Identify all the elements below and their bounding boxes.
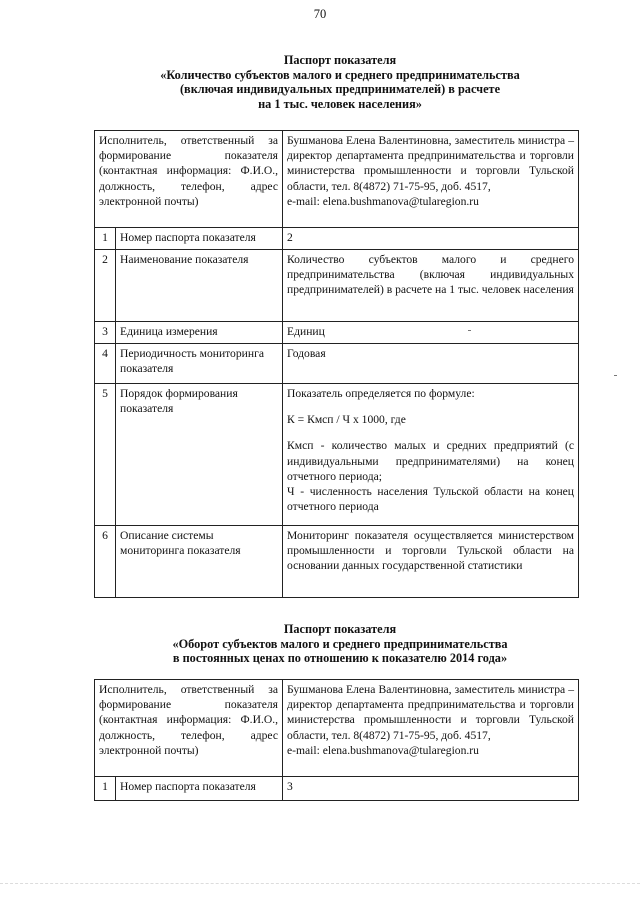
- heading-line: в постоянных ценах по отношению к показателю 2014 года»: [172, 651, 508, 666]
- formula-kmsp: Кмсп - количество малых и средних предприятий (с индивидуальными предпринимателями) на конец отчетного периода;: [287, 439, 575, 483]
- table-row: [95, 680, 579, 777]
- scan-artifact-mark: [468, 330, 471, 331]
- passport2-heading: [90, 622, 590, 666]
- passport2-table: [94, 679, 579, 801]
- table-row: [95, 384, 579, 526]
- formula-intro: Показатель определяется по формуле:: [287, 387, 475, 400]
- row-value: Годовая: [283, 344, 579, 384]
- heading-line: Паспорт показателя: [283, 622, 397, 636]
- row-value: Мониторинг показателя осуществляется министерством промышленности и торговли Тульской области на основании данных государственной статистики: [283, 526, 579, 598]
- formula-ch: Ч - численность населения Тульской области на конец отчетного периода: [287, 485, 575, 514]
- row-number: 6: [95, 526, 116, 598]
- executor-value: Бушманова Елена Валентиновна, заместитель министра – директор департамента предпринимательства и торговли министерства промышленности и торговли Тульской области, тел. 8(4872) 71-75-95, доб. 4517, e-mail: elena.bushmanova@tularegion.ru: [283, 680, 579, 777]
- row-number: 3: [95, 322, 116, 344]
- executor-label: Исполнитель, ответственный за формирование показателя (контактная информация: Ф.И.О., должность, телефон, адрес электронной почты): [95, 680, 283, 777]
- row-label: Единица измерения: [116, 322, 283, 344]
- executor-value: Бушманова Елена Валентиновна, заместитель министра – директор департамента предпринимательства и торговли министерства промышленности и торговли Тульской области, тел. 8(4872) 71-75-95, доб. 4517, e-mail: elena.bushmanova@tularegion.ru: [283, 131, 579, 228]
- row-number: 1: [95, 777, 116, 801]
- scan-artifact-mark: [614, 375, 617, 376]
- table-row: [95, 777, 579, 801]
- row-number: 2: [95, 250, 116, 322]
- row-label: Номер паспорта показателя: [116, 228, 283, 250]
- heading-line: (включая индивидуальных предпринимателей) в расчете: [179, 82, 501, 97]
- heading-line: Паспорт показателя: [283, 53, 397, 67]
- scan-artifact-line: [0, 883, 640, 884]
- table-row: [95, 228, 579, 250]
- row-label: Порядок формирования показателя: [116, 384, 283, 526]
- heading-line: на 1 тыс. человек населения»: [258, 96, 422, 111]
- heading-line: «Оборот субъектов малого и среднего предпринимательства: [172, 636, 508, 651]
- passport1-heading: [90, 53, 590, 111]
- table-row: [95, 526, 579, 598]
- row-value: [283, 384, 579, 526]
- row-number: 5: [95, 384, 116, 526]
- row-number: 1: [95, 228, 116, 250]
- page-number: 70: [313, 7, 327, 21]
- executor-email: e-mail: elena.bushmanova@tularegion.ru: [287, 194, 479, 208]
- row-label: Наименование показателя: [116, 250, 283, 322]
- table-row: [95, 131, 579, 228]
- table-row: [95, 322, 579, 344]
- formula: К = Кмсп / Ч х 1000, где: [287, 413, 406, 427]
- table-row: [95, 250, 579, 322]
- row-value: 2: [283, 228, 579, 250]
- passport1-table: [94, 130, 579, 598]
- table-row: [95, 344, 579, 384]
- executor-label: Исполнитель, ответственный за формирование показателя (контактная информация: Ф.И.О., должность, телефон, адрес электронной почты): [95, 131, 283, 228]
- executor-email: e-mail: elena.bushmanova@tularegion.ru: [287, 743, 479, 757]
- row-label: Номер паспорта показателя: [116, 777, 283, 801]
- row-value: Единиц: [283, 322, 579, 344]
- row-number: 4: [95, 344, 116, 384]
- row-value: Количество субъектов малого и среднего предпринимательства (включая индивидуальных предпринимателей) в расчете на 1 тыс. человек населения: [283, 250, 579, 322]
- row-label: Периодичность мониторинга показателя: [116, 344, 283, 384]
- row-value: 3: [283, 777, 579, 801]
- heading-line: «Количество субъектов малого и среднего предпринимательства: [160, 67, 520, 82]
- row-label: Описание системы мониторинга показателя: [116, 526, 283, 598]
